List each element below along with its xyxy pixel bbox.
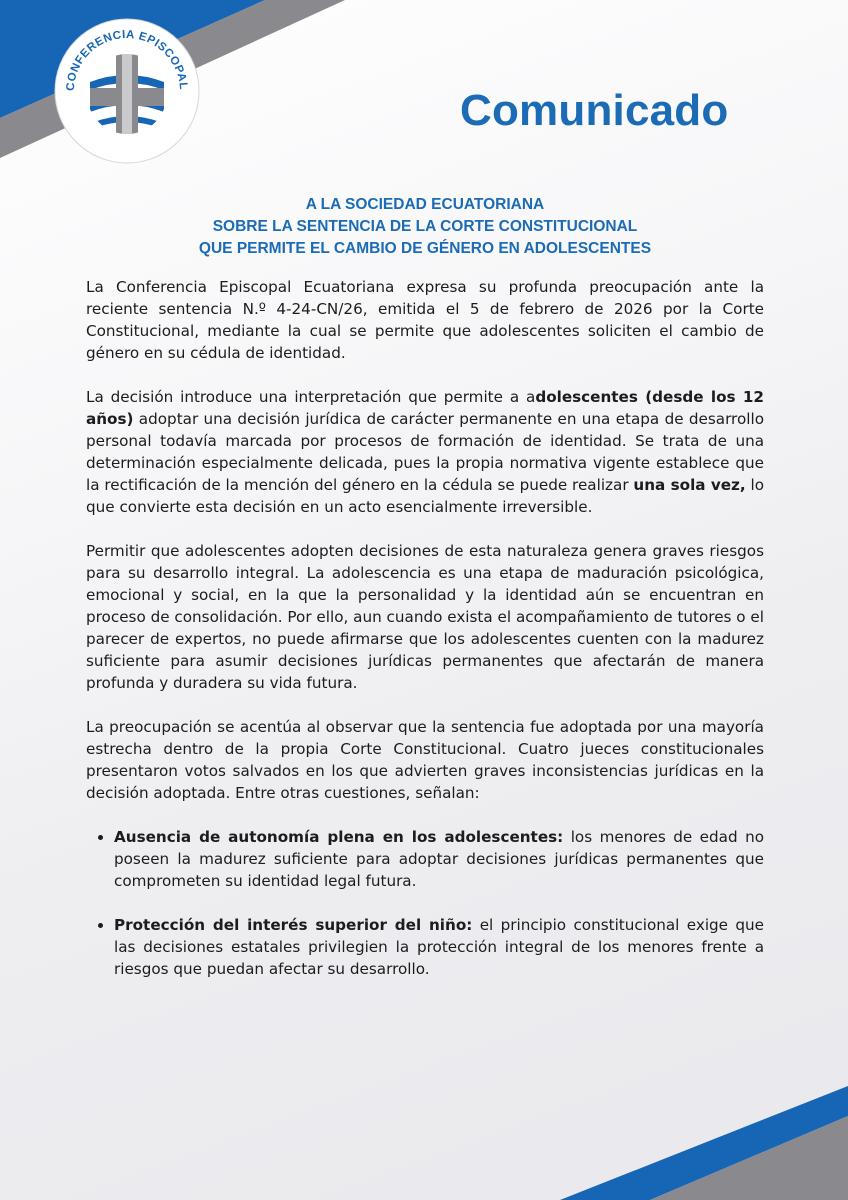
logo — [54, 18, 200, 164]
bullet-2-text: el principio constitucional exige que las decisiones estatales privilegien la protección integral de los menores frente a riesgos que puedan afectar su desarrollo. — [114, 916, 764, 978]
bullet-item-autonomy — [114, 826, 764, 892]
document-heading — [120, 194, 730, 260]
paragraph-2-bold-age: dolescentes (desde los 12 años) — [86, 388, 764, 428]
heading-line-1: A LA SOCIEDAD ECUATORIANA — [305, 196, 545, 213]
bullet-1-title: Ausencia de autonomía plena en los adolescentes: — [114, 828, 564, 846]
paragraph-2-part-c: adoptar una decisión jurídica de carácter permanente en una etapa de desarrollo personal todavía marcada por procesos de formación de identidad. Se trata de una determinación especialmente delicada, pues la propia normativa vigente establece que la rectificación de la mención del género en la cédula se puede realizar — [86, 410, 764, 494]
paragraph-2-bold-once: una sola vez, — [633, 476, 746, 494]
cross-emblem-icon — [54, 18, 200, 164]
document-body — [86, 276, 764, 1002]
bullet-2-title: Protección del interés superior del niño: — [114, 916, 473, 934]
heading-line-2: SOBRE LA SENTENCIA DE LA CORTE CONSTITUCIONAL — [212, 218, 638, 235]
heading-line-3: QUE PERMITE EL CAMBIO DE GÉNERO EN ADOLESCENTES — [198, 240, 652, 257]
page-title: Comunicado — [460, 86, 729, 135]
paragraph-2 — [86, 386, 764, 518]
paragraph-3: Permitir que adolescentes adopten decisiones de esta naturaleza genera graves riesgos para su desarrollo integral. La adolescencia es una etapa de maduración psicológica, emocional y social, en la que la personalidad y la identidad aún se encuentran en proceso de consolidación. Por ello, aun cuando exista el acompañamiento de tutores o el parecer de expertos, no puede afirmarse que los adolescentes cuenten con la madurez suficiente para asumir decisiones jurídicas permanentes que afectarán de manera profunda y duradera su vida futura. — [86, 542, 764, 692]
bullet-1-text: los menores de edad no poseen la madurez suficiente para adoptar decisiones jurídicas permanentes que comprometen su identidad legal futura. — [114, 828, 764, 890]
paragraph-4: La preocupación se acentúa al observar que la sentencia fue adoptada por una mayoría estrecha dentro de la propia Corte Constitucional. Cuatro jueces constitucionales presentaron votos salvados en los que advierten graves inconsistencias jurídicas en la decisión adoptada. Entre otras cuestiones, señalan: — [86, 718, 764, 802]
paragraph-2-part-e: lo que convierte esta decisión en un acto esencialmente irreversible. — [86, 476, 764, 516]
paragraph-1: La Conferencia Episcopal Ecuatoriana expresa su profunda preocupación ante la reciente sentencia N.º 4-24-CN/26, emitida el 5 de febrero de 2026 por la Corte Constitucional, mediante la cual se permite que adolescentes soliciten el cambio de género en su cédula de identidad. — [86, 278, 764, 362]
bullet-item-best-interest — [114, 914, 764, 980]
logo-text: CONFERENCIA EPISCOPAL — [64, 28, 190, 92]
bullet-list — [86, 826, 764, 980]
paragraph-2-part-a: La decisión introduce una interpretación que permite a a — [86, 388, 536, 406]
